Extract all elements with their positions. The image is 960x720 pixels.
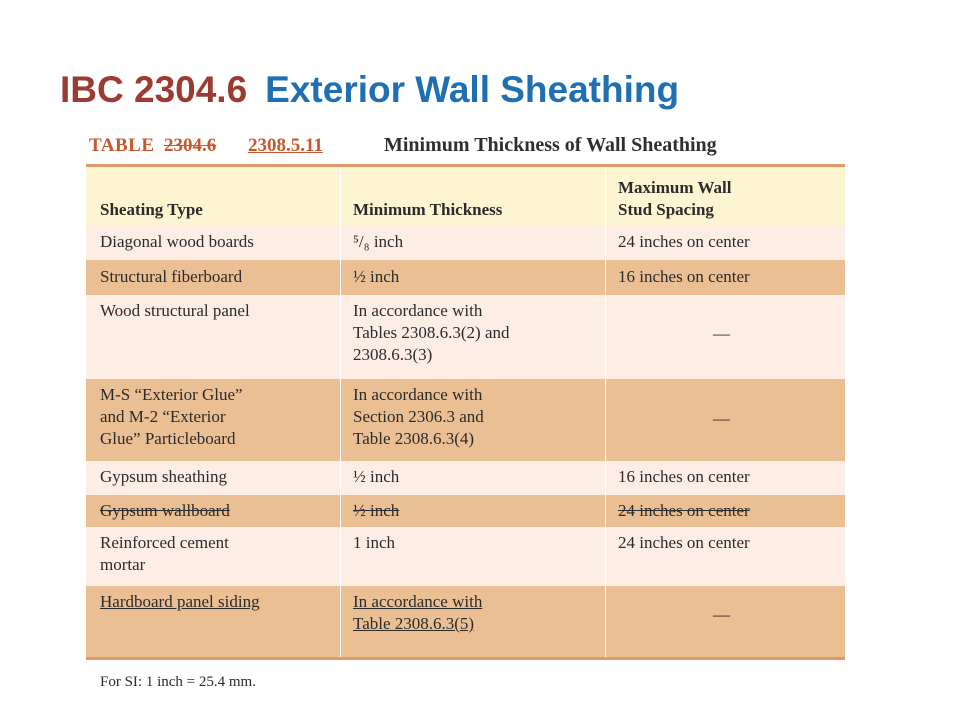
column-divider — [340, 167, 341, 657]
cell-thickness: ½ inch — [353, 501, 400, 520]
table-row-struck — [86, 495, 845, 527]
section-code: IBC 2304.6 — [60, 69, 248, 110]
table-row — [86, 461, 845, 495]
cell-spacing: — — [713, 324, 730, 343]
table-row-underlined — [86, 586, 845, 657]
cell-sheathing-type: Gypsum wallboard — [100, 501, 230, 520]
table-caption-label: TABLE — [89, 135, 155, 156]
table-row — [86, 527, 845, 586]
header-minimum-thickness: Minimum Thickness — [353, 200, 503, 219]
cell-thickness: In accordance with Table 2308.6.3(5) — [353, 592, 483, 633]
cell-thickness: 1 inch — [353, 533, 396, 552]
section-name: Exterior Wall Sheathing — [265, 69, 680, 110]
table-header-row — [86, 167, 845, 225]
cell-thickness: ½ inch — [353, 267, 400, 286]
table-caption-new-number: 2308.5.11 — [248, 135, 323, 156]
cell-spacing: 16 inches on center — [618, 267, 750, 286]
cell-sheathing-type: Hardboard panel siding — [100, 592, 260, 611]
table-bottom-rule — [86, 657, 845, 660]
cell-thickness: ½ inch — [353, 467, 400, 486]
table-row — [86, 295, 845, 379]
cell-spacing: — — [713, 605, 730, 624]
cell-sheathing-type: Diagonal wood boards — [100, 232, 254, 251]
table-row — [86, 225, 845, 260]
header-maximum-stud-spacing: Maximum Wall Stud Spacing — [618, 178, 732, 219]
cell-sheathing-type: Gypsum sheathing — [100, 467, 228, 486]
cell-spacing: 24 inches on center — [618, 533, 750, 552]
table-footnote: For SI: 1 inch = 25.4 mm. — [100, 674, 256, 690]
cell-spacing: — — [713, 409, 730, 428]
cell-thickness: In accordance with Section 2306.3 and Table 2308.6.3(4) — [353, 385, 484, 448]
cell-spacing: 24 inches on center — [618, 501, 750, 520]
cell-sheathing-type: Wood structural panel — [100, 301, 250, 320]
cell-sheathing-type: M-S “Exterior Glue” and M-2 “Exterior Glue” Particleboard — [100, 385, 243, 448]
header-sheathing-type: Sheating Type — [100, 200, 203, 219]
sheathing-table-figure — [86, 131, 846, 711]
column-divider — [605, 167, 606, 657]
table-caption-title: Minimum Thickness of Wall Sheathing — [384, 134, 717, 156]
cell-thickness: In accordance with Tables 2308.6.3(2) and 2308.6.3(3) — [353, 301, 510, 364]
table-row — [86, 379, 845, 461]
cell-sheathing-type: Reinforced cement mortar — [100, 533, 229, 574]
cell-thickness: ⁵/₈ inch — [353, 232, 404, 251]
table-row — [86, 260, 845, 295]
cell-spacing: 16 inches on center — [618, 467, 750, 486]
sheathing-table — [86, 167, 845, 657]
slide-title — [60, 66, 679, 114]
table-caption — [86, 131, 846, 165]
cell-sheathing-type: Structural fiberboard — [100, 267, 243, 286]
cell-spacing: 24 inches on center — [618, 232, 750, 251]
table-caption-old-number: 2304.6 — [164, 135, 217, 156]
